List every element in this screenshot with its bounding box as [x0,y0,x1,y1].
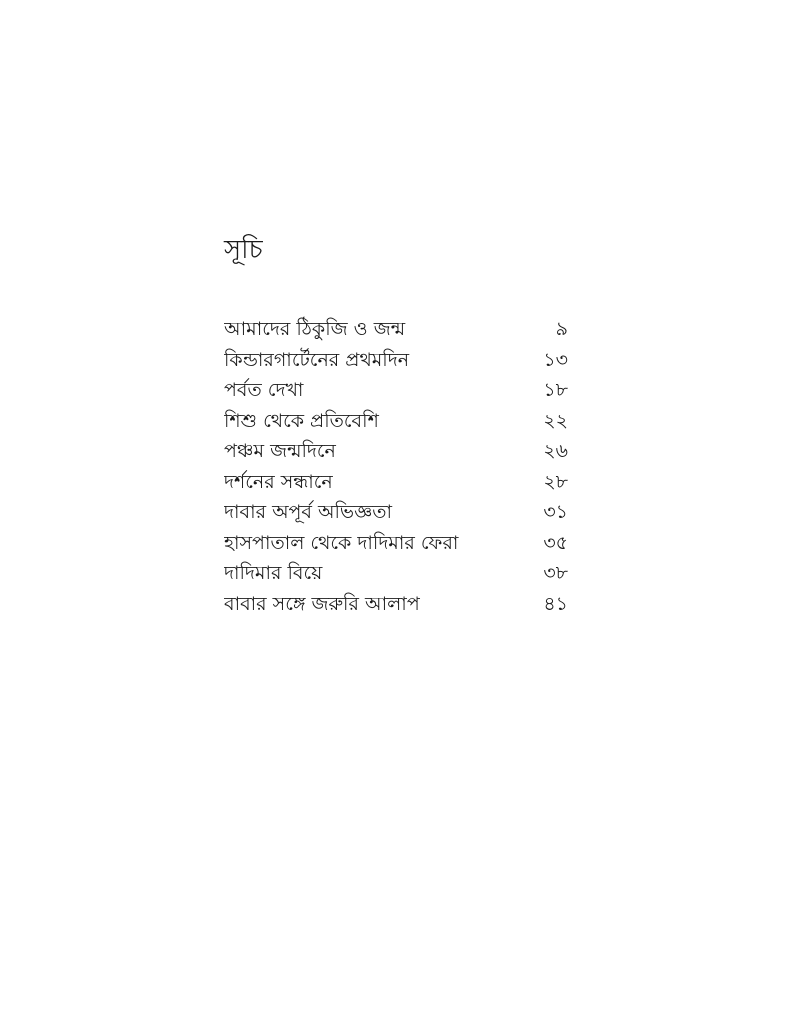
toc-entry-title: পঞ্চম জন্মদিনে [224,440,336,462]
toc-entry-page-number: ৩১ [543,501,568,523]
toc-entry-page-number: ৪১ [543,592,568,615]
toc-entry [224,589,568,620]
toc-list [224,314,568,619]
toc-entry-title: কিন্ডারগার্টেনের প্রথমদিন [224,348,410,371]
toc-entry-title: দাদিমার বিয়ে [224,562,323,584]
toc-entry-title: শিশু থেকে প্রতিবেশি [224,409,379,432]
toc-entry-title: দাবার অপূর্ব অভিজ্ঞতা [224,501,393,523]
toc-entry-title: বাবার সঙ্গে জরুরি আলাপ [224,592,420,615]
toc-entry [224,528,568,559]
toc-entry [224,314,568,345]
toc-entry-title: দর্শনের সন্ধানে [224,470,333,493]
toc-entry-page-number: ১৮ [543,379,568,401]
toc-entry-page-number: ১৩ [543,348,568,371]
toc-entry [224,375,568,406]
toc-entry [224,467,568,498]
toc-entry [224,436,568,467]
toc-entry [224,406,568,437]
toc-entry [224,345,568,376]
toc-entry-title: আমাদের ঠিকুজি ও জন্ম [224,318,406,340]
toc-entry-title: পর্বত দেখা [224,379,304,401]
toc-entry-page-number: ২২ [543,409,568,432]
toc-entry-page-number: ৩৫ [543,531,568,554]
toc-entry-page-number: ২৮ [543,470,568,493]
toc-entry-page-number: ৯ [555,318,568,340]
toc-heading: সূচি [224,235,263,265]
toc-entry-page-number: ৩৮ [543,562,568,584]
toc-entry [224,497,568,528]
toc-entry-page-number: ২৬ [543,440,568,462]
toc-entry-title: হাসপাতাল থেকে দাদিমার ফেরা [224,531,459,554]
toc-entry [224,558,568,589]
